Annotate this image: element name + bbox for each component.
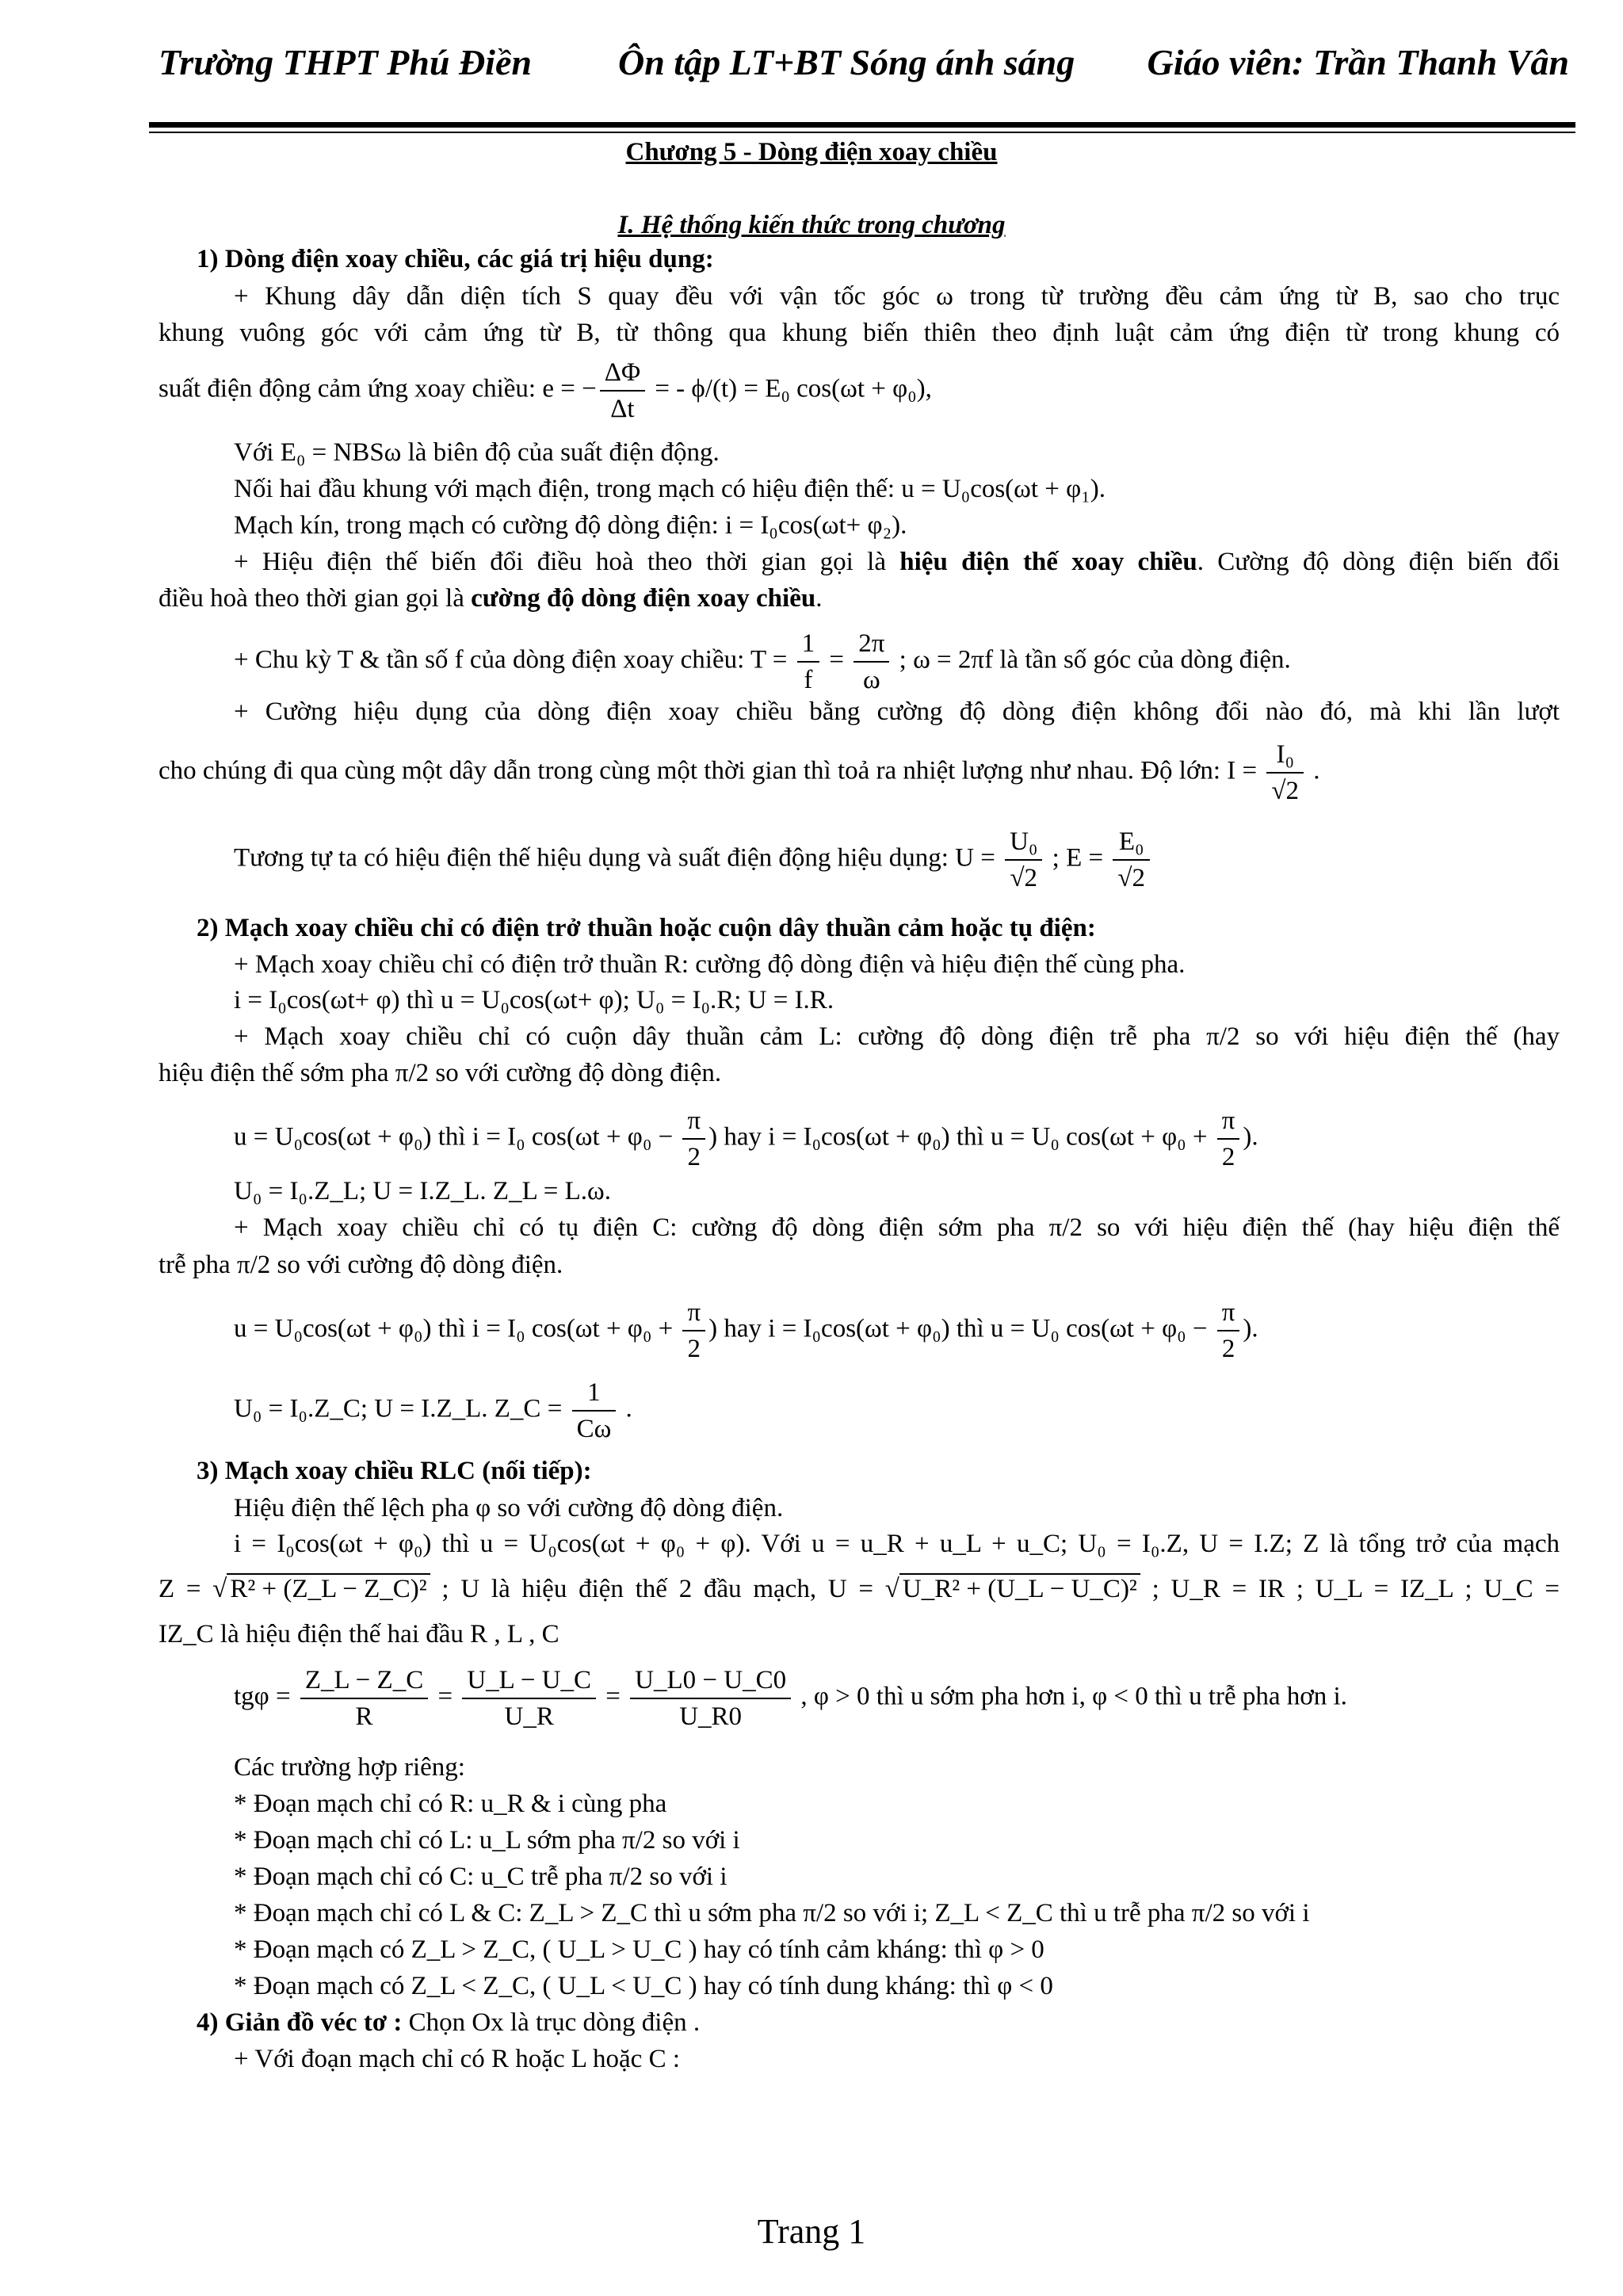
s3-heading: 3) Mạch xoay chiều RLC (nối tiếp): — [197, 1457, 592, 1485]
rms-voltage-fraction: $\frac{\text{U₀}}{√2}$ — [1005, 824, 1042, 896]
header-rule-thin — [149, 132, 1575, 133]
pi-half-fraction-2: $\frac{\pi}{2}$ — [1217, 1103, 1240, 1175]
s1-line3: suất điện động cảm ứng xoay chiều: e = − $\frac{\Delta\Phi}{\Delta t}$ = - ϕ/(t) = E₀ cos(ωt + φ₀), — [158, 355, 932, 426]
s2-line2: i = I₀cos(ωt+ φ) thì u = U₀cos(ωt+ φ); U₀ = I₀.R; U = I.R. — [234, 986, 834, 1014]
header-teacher: Giáo viên: Trần Thanh Vân — [1147, 42, 1569, 82]
tan-phi-fraction-3: $\frac{U\_L0 - U\_C0}{U\_R0}$ — [630, 1663, 791, 1734]
pi-half-fraction-4: $\frac{\pi}{2}$ — [1217, 1295, 1240, 1366]
s2-line4: hiệu điện thế sớm pha π/2 so với cường độ dòng điện. — [158, 1059, 722, 1087]
s1-line8: điều hoà theo thời gian gọi là cường độ dòng điện xoay chiều. — [158, 584, 823, 613]
s4-line1: + Với đoạn mạch chỉ có R hoặc L hoặc C : — [234, 2045, 680, 2073]
s2-line9: u = U₀cos(ωt + φ₀) thì i = I₀ cos(ωt + φ₀ + $\frac{\pi}{2}$ ) hay i = I₀cos(ωt + φ₀) thì u = U₀ cos(ωt + φ₀ − $\frac{\pi}{2}$ ). — [234, 1295, 1258, 1366]
header-school: Trường THPT Phú Điền — [158, 42, 532, 82]
s1-line6: Mạch kín, trong mạch có cường độ dòng điện: i = I₀cos(ωt+ φ₂). — [234, 511, 907, 540]
rms-emf-fraction: $\frac{\text{E₀}}{√2}$ — [1113, 824, 1150, 896]
s1-line1: + Khung dây dẫn diện tích S quay đều với vận tốc góc ω trong từ trường đều cảm ứng từ B, sao cho trục — [234, 282, 1560, 311]
s2-line6: U₀ = I₀.Z_L; U = I.Z_L. Z_L = L.ω. — [234, 1177, 612, 1205]
section-title: I. Hệ thống kiến thức trong chương — [617, 211, 1006, 239]
s2-heading: 2) Mạch xoay chiều chỉ có điện trở thuần hoặc cuộn dây thuần cảm hoặc tụ điện: — [197, 914, 1096, 942]
tan-phi-fraction-1: $\frac{Z\_L - Z\_C}{R}$ — [300, 1663, 428, 1734]
s1-line12: Tương tự ta có hiệu điện thế hiệu dụng và suất điện động hiệu dụng: U = $\frac{\text{U₀}}{√2}$ ; E = $\frac{\text{E₀}}{√2}$ — [234, 824, 1153, 896]
chapter-title: Chương 5 - Dòng điện xoay chiều — [625, 138, 998, 166]
s1-line4: Với E₀ = NBSω là biên độ của suất điện động. — [234, 438, 720, 467]
s3-line7: * Đoạn mạch chỉ có R: u_R & i cùng pha — [234, 1790, 667, 1818]
s3-line8: * Đoạn mạch chỉ có L: u_L sớm pha π/2 so với i — [234, 1826, 740, 1855]
s2-line10: U₀ = I₀.Z_C; U = I.Z_L. Z_C = $\frac{1}{C\omega}$ . — [234, 1375, 632, 1446]
s3-line11: * Đoạn mạch có Z_L > Z_C, ( U_L > U_C ) hay có tính cảm kháng: thì φ > 0 — [234, 1935, 1044, 1964]
s3-line2: i = I₀cos(ωt + φ₀) thì u = U₀cos(ωt + φ₀ + φ). Với u = u_R + u_L + u_C; U₀ = I₀.Z, U = I.Z; Z là tổng trở của mạch — [234, 1530, 1560, 1558]
s1-heading: 1) Dòng điện xoay chiều, các giá trị hiệu dụng: — [197, 245, 714, 273]
impedance-sqrt: √ R² + (Z_L − Z_C)² — [212, 1573, 430, 1605]
period-omega-fraction: $\frac{2\pi}{\omega}$ — [854, 626, 889, 697]
period-fraction: $\frac{1}{f}$ — [797, 626, 820, 697]
voltage-sqrt: √ U_R² + (U_L − U_C)² — [885, 1573, 1140, 1605]
s3-line10: * Đoạn mạch chỉ có L & C: Z_L > Z_C thì u sớm pha π/2 so với i; Z_L < Z_C thì u trễ pha π/2 so với i — [234, 1899, 1310, 1927]
page-number: Trang 1 — [757, 2212, 866, 2251]
s2-line8: trễ pha π/2 so với cường độ dòng điện. — [158, 1251, 563, 1279]
s3-line12: * Đoạn mạch có Z_L < Z_C, ( U_L < U_C ) hay có tính dung kháng: thì φ < 0 — [234, 1972, 1053, 2000]
s3-line9: * Đoạn mạch chỉ có C: u_C trễ pha π/2 so với i — [234, 1862, 727, 1891]
tan-phi-fraction-2: $\frac{U\_L - U\_C}{U\_R}$ — [462, 1663, 596, 1734]
page-header — [158, 41, 1569, 97]
header-topic: Ôn tập LT+BT Sóng ánh sáng — [618, 42, 1075, 82]
s3-line4: IZ_C là hiệu điện thế hai đầu R , L , C — [158, 1620, 559, 1648]
s4-heading: 4) Giản đồ véc tơ : Chọn Ox là trục dòng điện . — [197, 2008, 701, 2037]
pi-half-fraction-3: $\frac{\pi}{2}$ — [682, 1295, 705, 1366]
s2-line3: + Mạch xoay chiều chỉ có cuộn dây thuần cảm L: cường độ dòng điện trễ pha π/2 so với hiệu điện thế (hay — [234, 1022, 1560, 1051]
s1-line10: + Cường hiệu dụng của dòng điện xoay chiều bằng cường độ dòng điện không đổi nào đó, mà khi lần lượt — [234, 697, 1560, 726]
s3-line6: Các trường hợp riêng: — [234, 1753, 465, 1782]
emf-fraction: $\frac{\Delta\Phi}{\Delta t}$ — [600, 355, 645, 426]
header-rule-thick — [149, 122, 1575, 128]
s2-line5: u = U₀cos(ωt + φ₀) thì i = I₀ cos(ωt + φ₀ − $\frac{\pi}{2}$ ) hay i = I₀cos(ωt + φ₀) thì u = U₀ cos(ωt + φ₀ + $\frac{\pi}{2}$ ). — [234, 1103, 1258, 1175]
s1-line7: + Hiệu điện thế biến đổi điều hoà theo thời gian gọi là hiệu điện thế xoay chiều. Cường độ dòng điện biến đổi — [234, 548, 1560, 576]
s3-line1: Hiệu điện thế lệch pha φ so với cường độ dòng điện. — [234, 1494, 784, 1522]
s1-line9: + Chu kỳ T & tần số f của dòng điện xoay chiều: T = $\frac{1}{f}$ = $\frac{2\pi}{\omega}$ ; ω = 2πf là tần số góc của dòng điện. — [234, 626, 1291, 697]
s1-line2: khung vuông góc với cảm ứng từ B, từ thông qua khung biến thiên theo định luật cảm ứng điện từ trong khung có — [158, 319, 1560, 347]
pi-half-fraction: $\frac{\pi}{2}$ — [682, 1103, 705, 1175]
s3-line3: Z = √ R² + (Z_L − Z_C)² ; U là hiệu điện thế 2 đầu mạch, U = √ U_R² + (U_L − U_C)² ; U_R = IR ; U_L = IZ_L ; U_C = — [158, 1575, 1560, 1603]
rms-current-fraction: $\frac{\text{I₀}}{√2}$ — [1266, 737, 1304, 808]
capacitive-reactance-fraction: $\frac{1}{C\omega}$ — [572, 1375, 617, 1446]
s2-line7: + Mạch xoay chiều chỉ có tụ điện C: cường độ dòng điện sớm pha π/2 so với hiệu điện thế (hay hiệu điện thế — [234, 1213, 1560, 1242]
s3-line5: tgφ = $\frac{Z\_L - Z\_C}{R}$ = $\frac{U\_L - U\_C}{U\_R}$ = $\frac{U\_L0 - U\_C0}{U\_R0}$ , φ > 0 thì u sớm pha hơn i, φ < 0 thì u trễ pha hơn i. — [234, 1663, 1347, 1734]
s1-line11: cho chúng đi qua cùng một dây dẫn trong cùng một thời gian thì toả ra nhiệt lượng như nhau. Độ lớn: I = $\frac{\text{I₀}}{√2}$ . — [158, 737, 1320, 808]
s2-line1: + Mạch xoay chiều chỉ có điện trở thuần R: cường độ dòng điện và hiệu điện thế cùng pha. — [234, 950, 1186, 979]
s1-line5: Nối hai đầu khung với mạch điện, trong mạch có hiệu điện thế: u = U₀cos(ωt + φ₁). — [234, 475, 1106, 503]
